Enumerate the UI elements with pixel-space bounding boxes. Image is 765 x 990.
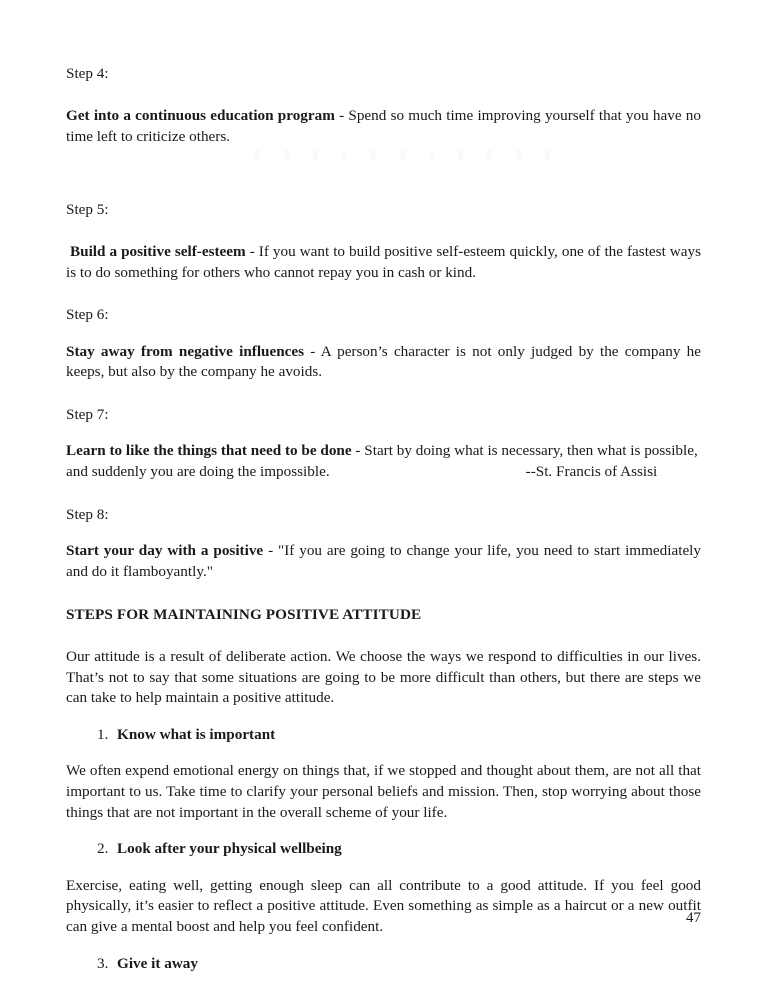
list-item-1-body: We often expend emotional energy on things that, if we stopped and thought about them, are not all that important to us. Take time to clarify your personal beliefs and mission. Then, stop worrying about those things that are not important in the overall scheme of your life. <box>66 762 701 821</box>
spacer <box>66 425 701 441</box>
step-6-bold-lead: Stay away from negative influences <box>66 342 305 360</box>
spacer <box>66 84 701 106</box>
spacer <box>66 709 701 725</box>
list-item <box>66 839 701 859</box>
spacer <box>66 860 701 876</box>
page-number: 47 <box>686 910 701 926</box>
step-6-label: Step 6: <box>66 306 109 324</box>
step-6-paragraph <box>66 342 701 383</box>
section-intro-paragraph: Our attitude is a result of deliberate action. We choose the ways we respond to difficulties in our lives. That’s not to say that some situations are going to be more difficult than others, but there are steps we can take to help maintain a positive attitude. <box>66 647 701 707</box>
spacer <box>66 148 701 200</box>
step-7-label: Step 7: <box>66 406 109 424</box>
step-8-bold-lead: Start your day with a positive <box>66 542 264 560</box>
step-8-label: Step 8: <box>66 505 109 523</box>
spacer <box>66 938 701 954</box>
step-8-body: - "If you are going to change your life, you need to start immediately and do it flamboyantly." <box>66 542 701 580</box>
step-8-paragraph <box>66 541 701 582</box>
step-6-body: - A person’s character is not only judged by the company he keeps, but also by the company he avoids. <box>66 342 701 381</box>
list-item-number: 1. <box>97 725 109 743</box>
spacer <box>66 326 701 342</box>
step-4-bold-lead: Get into a continuous education program <box>66 107 335 125</box>
list-item-title: Give it away <box>117 954 198 972</box>
step-5-body: - If you want to build positive self-esteem quickly, one of the fastest ways is to do something for others who cannot repay you in cash or kind. <box>66 243 702 281</box>
step-4-paragraph <box>66 106 701 147</box>
list-item-2-body: Exercise, eating well, getting enough sleep can all contribute to a good attitude. If you feel good physically, it’s easier to reflect a positive attitude. Even something as simple as a haircut or a new outfit can give a mental boost and help you feel confident. <box>66 876 701 935</box>
spacer <box>66 220 701 242</box>
spacer <box>66 383 701 405</box>
spacer <box>66 283 701 305</box>
step-7-body: - Start by doing what is necessary, then what is possible, and suddenly you are doing the impossible. <box>66 442 698 481</box>
step-5-label: Step 5: <box>66 200 109 218</box>
step-7-bold-lead: Learn to like the things that need to be done <box>66 442 352 460</box>
page-content <box>66 64 701 974</box>
list-item-title: Know what is important <box>117 725 276 743</box>
step-5-paragraph <box>66 242 701 283</box>
section-heading: STEPS FOR MAINTAINING POSITIVE ATTITUDE <box>66 605 422 623</box>
spacer <box>66 823 701 839</box>
step-7-attribution: --St. Francis of Assisi <box>525 463 658 481</box>
list-item-number: 2. <box>97 840 109 858</box>
spacer <box>66 745 701 761</box>
list-item <box>66 725 701 745</box>
spacer <box>66 625 701 647</box>
spacer <box>66 483 701 505</box>
list-item-title: Look after your physical wellbeing <box>117 840 342 858</box>
step-4-body: - Spend so much time improving yourself that you have no time left to criticize others. <box>66 107 701 146</box>
step-5-bold-lead: Build a positive self-esteem <box>70 243 246 261</box>
step-4-label: Step 4: <box>66 65 109 82</box>
spacer <box>66 583 701 605</box>
list-item-number: 3. <box>97 954 109 972</box>
step-7-paragraph <box>66 441 701 482</box>
spacer <box>66 525 701 541</box>
list-item <box>66 954 701 974</box>
